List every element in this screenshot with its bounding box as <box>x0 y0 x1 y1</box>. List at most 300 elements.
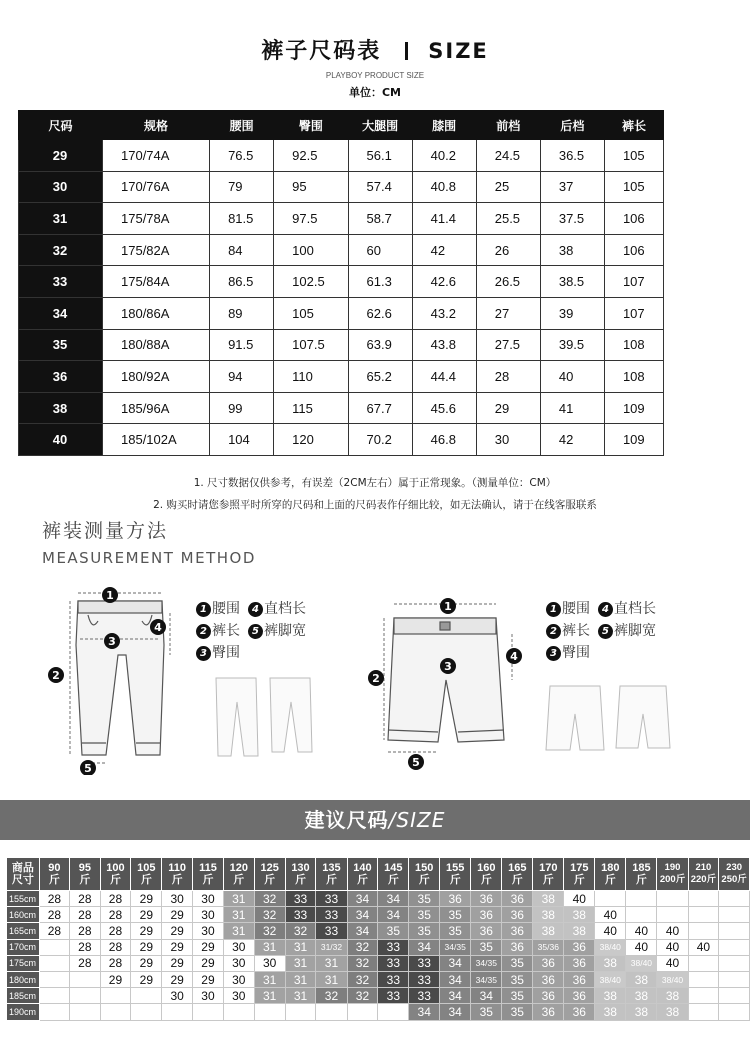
svg-text:2: 2 <box>372 672 380 685</box>
size-value-cell: 27 <box>476 297 540 329</box>
recommend-cell: 30 <box>223 971 254 987</box>
recommend-cell: 29 <box>162 923 193 939</box>
size-col-header: 膝围 <box>412 111 476 140</box>
size-value-cell: 42.6 <box>412 266 476 298</box>
weight-header: 185 斤 <box>626 858 657 891</box>
size-value-cell: 61.3 <box>348 266 412 298</box>
recommend-cell <box>688 923 719 939</box>
page-title <box>0 34 750 65</box>
recommend-cell: 32 <box>254 907 285 923</box>
recommend-cell <box>688 907 719 923</box>
size-value-cell: 109 <box>604 392 663 424</box>
recommend-cell: 36 <box>533 955 564 971</box>
recommend-cell: 31 <box>223 907 254 923</box>
size-col-header: 大腿围 <box>348 111 412 140</box>
title-size-label: SIZE <box>428 39 489 63</box>
svg-text:3: 3 <box>444 660 452 673</box>
recommend-cell: 34 <box>440 988 471 1004</box>
recommend-cell <box>719 1004 750 1020</box>
recommend-cell: 29 <box>131 923 162 939</box>
recommend-cell: 35 <box>502 988 533 1004</box>
weight-header: 120 斤 <box>223 858 254 891</box>
recommend-cell: 35 <box>440 923 471 939</box>
size-col-header: 腰围 <box>210 111 274 140</box>
weight-header: 155 斤 <box>440 858 471 891</box>
recommend-cell: 30 <box>223 955 254 971</box>
weight-header: 105 斤 <box>131 858 162 891</box>
corner-bottom: 尺寸 <box>11 874 34 886</box>
size-value-cell: 180/88A <box>103 329 210 361</box>
size-value-cell: 41 <box>540 392 604 424</box>
brand-line: PLAYBOY PRODUCT SIZE <box>325 71 425 80</box>
recommend-cell <box>719 923 750 939</box>
recommend-cell <box>70 1004 100 1020</box>
recommend-cell: 31 <box>285 955 316 971</box>
recommend-cell: 33 <box>409 955 440 971</box>
size-col-header: 臀围 <box>274 111 348 140</box>
size-value-cell: 25 <box>476 171 540 203</box>
recommend-cell: 33 <box>316 923 347 939</box>
size-value-cell: 109 <box>604 424 663 456</box>
size-code-cell: 30 <box>19 171 103 203</box>
weight-header: 110 斤 <box>162 858 193 891</box>
recommend-cell: 34 <box>471 988 502 1004</box>
size-code-cell: 38 <box>19 392 103 424</box>
size-value-cell: 185/102A <box>103 424 210 456</box>
weight-header: 165 斤 <box>502 858 533 891</box>
size-value-cell: 42 <box>412 234 476 266</box>
recommend-cell: 34/35 <box>440 939 471 955</box>
weight-header: 140 斤 <box>347 858 378 891</box>
recommend-cell: 40 <box>657 955 688 971</box>
recommend-table-body <box>7 891 750 1021</box>
size-value-cell: 45.6 <box>412 392 476 424</box>
recommend-cell: 31 <box>254 971 285 987</box>
weight-header: 130 斤 <box>285 858 316 891</box>
recommend-cell: 31 <box>316 971 347 987</box>
recommend-cell: 36 <box>502 923 533 939</box>
unit-label: 单位：CM <box>348 86 402 99</box>
recommend-cell: 40 <box>657 923 688 939</box>
recommend-cell: 38 <box>595 988 626 1004</box>
size-value-cell: 86.5 <box>210 266 274 298</box>
recommend-row <box>7 1004 750 1020</box>
recommend-cell: 35 <box>502 971 533 987</box>
size-row <box>19 266 664 298</box>
recommend-cell: 28 <box>70 923 100 939</box>
recommend-cell: 36 <box>533 988 564 1004</box>
recommend-cell: 35 <box>502 1004 533 1020</box>
size-value-cell: 180/86A <box>103 297 210 329</box>
recommend-cell: 29 <box>193 971 224 987</box>
recommend-cell: 29 <box>131 939 162 955</box>
recommend-cell: 33 <box>285 891 316 907</box>
recommend-cell: 35 <box>471 939 502 955</box>
recommend-cell: 36 <box>533 971 564 987</box>
recommend-cell <box>39 1004 69 1020</box>
recommend-cell <box>316 1004 347 1020</box>
recommend-cell <box>100 988 131 1004</box>
recommend-cell <box>39 939 69 955</box>
recommend-cell: 33 <box>316 891 347 907</box>
recommend-cell: 38/40 <box>595 939 626 955</box>
recommend-cell: 36 <box>564 939 595 955</box>
recommend-cell: 34 <box>347 907 378 923</box>
recommend-row <box>7 971 750 987</box>
size-value-cell: 41.4 <box>412 203 476 235</box>
recommend-cell <box>131 1004 162 1020</box>
recommend-cell: 30 <box>162 891 193 907</box>
recommend-cell <box>70 988 100 1004</box>
recommend-cell: 31 <box>254 939 285 955</box>
recommend-cell: 38/40 <box>657 971 688 987</box>
marker-4: 4 <box>154 621 162 634</box>
recommend-cell: 34 <box>347 923 378 939</box>
weight-header: 115 斤 <box>193 858 224 891</box>
recommend-cell: 36 <box>502 939 533 955</box>
recommend-cell: 34/35 <box>471 971 502 987</box>
size-row <box>19 171 664 203</box>
recommend-cell: 35 <box>378 923 409 939</box>
recommend-cell: 31 <box>254 988 285 1004</box>
size-value-cell: 84 <box>210 234 274 266</box>
recommend-cell: 40 <box>626 923 657 939</box>
recommend-cell <box>70 971 100 987</box>
recommend-cell: 33 <box>316 907 347 923</box>
note-2: 2. 购买时请您参照平时所穿的尺码和上面的尺码表作仔细比较，如无法确认，请于在线客服联系 <box>153 499 597 511</box>
recommend-cell: 38 <box>626 1004 657 1020</box>
recommend-cell <box>595 891 626 907</box>
recommend-cell: 30 <box>254 955 285 971</box>
size-value-cell: 56.1 <box>348 140 412 172</box>
size-value-cell: 79 <box>210 171 274 203</box>
recommend-cell: 32 <box>254 891 285 907</box>
size-value-cell: 38 <box>540 234 604 266</box>
recommend-cell <box>39 971 69 987</box>
recommend-cell <box>39 988 69 1004</box>
weight-header: 100 斤 <box>100 858 131 891</box>
size-row <box>19 203 664 235</box>
recommend-cell: 36 <box>564 955 595 971</box>
recommend-cell: 33 <box>378 939 409 955</box>
marker-5: 5 <box>84 762 92 775</box>
recommend-banner <box>0 800 750 840</box>
size-code-cell: 34 <box>19 297 103 329</box>
recommend-cell: 36 <box>564 971 595 987</box>
recommend-cell: 34 <box>378 891 409 907</box>
size-value-cell: 92.5 <box>274 140 348 172</box>
recommend-cell: 29 <box>131 955 162 971</box>
size-value-cell: 43.2 <box>412 297 476 329</box>
size-value-cell: 175/84A <box>103 266 210 298</box>
size-code-cell: 35 <box>19 329 103 361</box>
recommend-cell: 32 <box>347 988 378 1004</box>
size-value-cell: 175/82A <box>103 234 210 266</box>
legend-right: 1 腰围 4 直档长 2 裤长 5 裤脚宽 3 臀围 <box>546 598 664 664</box>
recommend-cell: 34 <box>409 939 440 955</box>
recommend-cell <box>657 891 688 907</box>
weight-header: 90 斤 <box>39 858 69 891</box>
recommend-table-header <box>7 858 750 891</box>
size-value-cell: 185/96A <box>103 392 210 424</box>
recommend-cell: 29 <box>131 971 162 987</box>
recommend-cell: 35 <box>409 923 440 939</box>
recommend-cell: 31/32 <box>316 939 347 955</box>
size-value-cell: 76.5 <box>210 140 274 172</box>
recommend-cell: 28 <box>70 939 100 955</box>
recommend-cell <box>688 955 719 971</box>
recommend-cell: 28 <box>39 923 69 939</box>
size-value-cell: 39.5 <box>540 329 604 361</box>
recommend-cell: 31 <box>316 955 347 971</box>
size-row <box>19 329 664 361</box>
size-value-cell: 65.2 <box>348 361 412 393</box>
size-value-cell: 110 <box>274 361 348 393</box>
weight-header: 230 250斤 <box>719 858 750 891</box>
recommend-cell: 35 <box>440 907 471 923</box>
recommend-cell: 34 <box>378 907 409 923</box>
recommend-cell: 29 <box>193 939 224 955</box>
size-col-header: 前档 <box>476 111 540 140</box>
recommend-cell: 30 <box>193 907 224 923</box>
recommend-cell: 28 <box>100 923 131 939</box>
size-value-cell: 175/78A <box>103 203 210 235</box>
note-1: 1. 尺寸数据仅供参考，有误差（2CM左右）属于正常现象。（测量单位：CM） <box>193 477 557 489</box>
recommend-cell: 35 <box>502 955 533 971</box>
weight-header: 210 220斤 <box>688 858 719 891</box>
recommend-cell: 35 <box>409 891 440 907</box>
size-code-cell: 32 <box>19 234 103 266</box>
recommend-cell <box>347 1004 378 1020</box>
size-value-cell: 108 <box>604 329 663 361</box>
size-value-cell: 170/76A <box>103 171 210 203</box>
recommend-row <box>7 891 750 907</box>
weight-header: 150 斤 <box>409 858 440 891</box>
recommend-cell: 28 <box>100 907 131 923</box>
size-value-cell: 37 <box>540 171 604 203</box>
recommend-cell: 31 <box>285 939 316 955</box>
recommend-cell <box>719 988 750 1004</box>
recommend-cell <box>39 955 69 971</box>
size-value-cell: 26.5 <box>476 266 540 298</box>
recommend-cell <box>626 907 657 923</box>
header <box>0 34 750 100</box>
notes <box>0 472 750 516</box>
recommend-cell: 29 <box>131 907 162 923</box>
recommend-cell <box>688 1004 719 1020</box>
recommend-cell: 40 <box>626 939 657 955</box>
recommend-cell: 34 <box>440 971 471 987</box>
size-value-cell: 102.5 <box>274 266 348 298</box>
size-value-cell: 40 <box>540 361 604 393</box>
height-label: 190cm <box>7 1004 40 1020</box>
legend-left: 1 腰围 4 直档长 2 裤长 5 裤脚宽 3 臀围 <box>196 598 314 664</box>
size-value-cell: 89 <box>210 297 274 329</box>
size-row <box>19 361 664 393</box>
trousers-thumbnails <box>206 672 326 766</box>
recommend-cell: 38 <box>657 988 688 1004</box>
recommend-cell <box>719 891 750 907</box>
size-value-cell: 25.5 <box>476 203 540 235</box>
recommend-cell: 28 <box>39 907 69 923</box>
size-value-cell: 57.4 <box>348 171 412 203</box>
recommend-cell: 29 <box>193 955 224 971</box>
weight-header: 95 斤 <box>70 858 100 891</box>
recommend-cell: 38 <box>657 1004 688 1020</box>
weight-header: 135 斤 <box>316 858 347 891</box>
recommend-title-en: /SIZE <box>388 808 446 832</box>
recommend-cell: 28 <box>70 891 100 907</box>
recommend-cell <box>254 1004 285 1020</box>
recommend-cell: 34 <box>440 955 471 971</box>
size-value-cell: 44.4 <box>412 361 476 393</box>
recommend-cell: 35 <box>409 907 440 923</box>
size-value-cell: 99 <box>210 392 274 424</box>
size-value-cell: 70.2 <box>348 424 412 456</box>
height-label: 165cm <box>7 923 40 939</box>
recommend-cell: 31 <box>285 971 316 987</box>
recommend-cell <box>285 1004 316 1020</box>
size-value-cell: 97.5 <box>274 203 348 235</box>
size-code-cell: 31 <box>19 203 103 235</box>
size-value-cell: 95 <box>274 171 348 203</box>
size-value-cell: 39 <box>540 297 604 329</box>
recommend-cell: 33 <box>378 971 409 987</box>
weight-header: 145 斤 <box>378 858 409 891</box>
recommend-cell: 33 <box>409 971 440 987</box>
size-row <box>19 424 664 456</box>
recommend-cell: 29 <box>131 891 162 907</box>
recommend-cell: 35 <box>471 1004 502 1020</box>
recommend-cell: 40 <box>595 907 626 923</box>
size-value-cell: 58.7 <box>348 203 412 235</box>
size-col-header: 后档 <box>540 111 604 140</box>
recommend-row <box>7 907 750 923</box>
recommend-cell: 38 <box>564 923 595 939</box>
height-label: 185cm <box>7 988 40 1004</box>
recommend-cell <box>100 1004 131 1020</box>
size-value-cell: 62.6 <box>348 297 412 329</box>
recommend-cell: 34/35 <box>471 955 502 971</box>
size-value-cell: 91.5 <box>210 329 274 361</box>
size-table-header <box>19 111 664 140</box>
size-value-cell: 40.2 <box>412 140 476 172</box>
marker-1: 1 <box>106 589 114 602</box>
height-label: 170cm <box>7 939 40 955</box>
recommend-cell: 32 <box>316 988 347 1004</box>
weight-header: 175 斤 <box>564 858 595 891</box>
size-code-cell: 36 <box>19 361 103 393</box>
recommend-cell: 32 <box>347 955 378 971</box>
weight-header: 190 200斤 <box>657 858 688 891</box>
recommend-cell <box>688 971 719 987</box>
recommend-cell: 36 <box>471 891 502 907</box>
recommend-cell: 33 <box>285 907 316 923</box>
size-value-cell: 115 <box>274 392 348 424</box>
recommend-title-zh: 建议尺码 <box>304 808 389 832</box>
recommend-cell: 38 <box>595 955 626 971</box>
size-row <box>19 140 664 172</box>
recommend-cell: 40 <box>688 939 719 955</box>
recommend-cell: 36 <box>564 988 595 1004</box>
recommend-cell: 38 <box>564 907 595 923</box>
size-code-cell: 33 <box>19 266 103 298</box>
recommend-cell: 34 <box>347 891 378 907</box>
recommend-cell <box>223 1004 254 1020</box>
recommend-row <box>7 955 750 971</box>
recommend-table <box>6 857 750 1021</box>
recommend-cell <box>162 1004 193 1020</box>
recommend-cell: 36 <box>533 1004 564 1020</box>
recommend-cell: 33 <box>409 988 440 1004</box>
weight-header: 160 斤 <box>471 858 502 891</box>
recommend-cell <box>719 971 750 987</box>
height-label: 180cm <box>7 971 40 987</box>
size-value-cell: 170/74A <box>103 140 210 172</box>
recommend-cell: 30 <box>223 939 254 955</box>
size-value-cell: 105 <box>604 171 663 203</box>
recommend-cell: 36 <box>502 907 533 923</box>
recommend-cell: 38 <box>533 923 564 939</box>
recommend-cell: 29 <box>162 971 193 987</box>
size-value-cell: 105 <box>274 297 348 329</box>
size-value-cell: 28 <box>476 361 540 393</box>
recommend-cell <box>719 907 750 923</box>
size-table-body <box>19 140 664 456</box>
svg-text:4: 4 <box>510 650 518 663</box>
recommend-cell: 40 <box>595 923 626 939</box>
size-value-cell: 36.5 <box>540 140 604 172</box>
height-label: 160cm <box>7 907 40 923</box>
size-value-cell: 40.8 <box>412 171 476 203</box>
recommend-cell <box>193 1004 224 1020</box>
recommend-cell: 38/40 <box>595 971 626 987</box>
title-text: 裤子尺码表 <box>261 39 382 64</box>
recommend-cell <box>378 1004 409 1020</box>
recommend-cell: 31 <box>223 891 254 907</box>
recommend-cell: 33 <box>378 988 409 1004</box>
size-value-cell: 29 <box>476 392 540 424</box>
size-value-cell: 105 <box>604 140 663 172</box>
size-value-cell: 27.5 <box>476 329 540 361</box>
recommend-cell: 34 <box>409 1004 440 1020</box>
measurement-title-en: MEASUREMENT METHOD <box>42 549 256 567</box>
recommend-cell: 28 <box>100 891 131 907</box>
measurement-title <box>42 516 256 567</box>
recommend-cell: 36 <box>502 891 533 907</box>
recommend-cell: 38 <box>533 907 564 923</box>
size-table <box>18 110 664 456</box>
size-value-cell: 100 <box>274 234 348 266</box>
size-value-cell: 94 <box>210 361 274 393</box>
size-value-cell: 107.5 <box>274 329 348 361</box>
recommend-cell: 30 <box>223 988 254 1004</box>
title-divider <box>405 42 408 60</box>
recommend-cell: 30 <box>193 923 224 939</box>
height-label: 175cm <box>7 955 40 971</box>
weight-header: 170 斤 <box>533 858 564 891</box>
recommend-cell: 28 <box>100 939 131 955</box>
size-value-cell: 42 <box>540 424 604 456</box>
recommend-cell <box>719 955 750 971</box>
recommend-cell: 38/40 <box>626 955 657 971</box>
recommend-cell: 36 <box>471 923 502 939</box>
size-value-cell: 104 <box>210 424 274 456</box>
recommend-cell: 32 <box>254 923 285 939</box>
recommend-cell <box>626 891 657 907</box>
size-code-cell: 40 <box>19 424 103 456</box>
recommend-cell: 32 <box>285 923 316 939</box>
